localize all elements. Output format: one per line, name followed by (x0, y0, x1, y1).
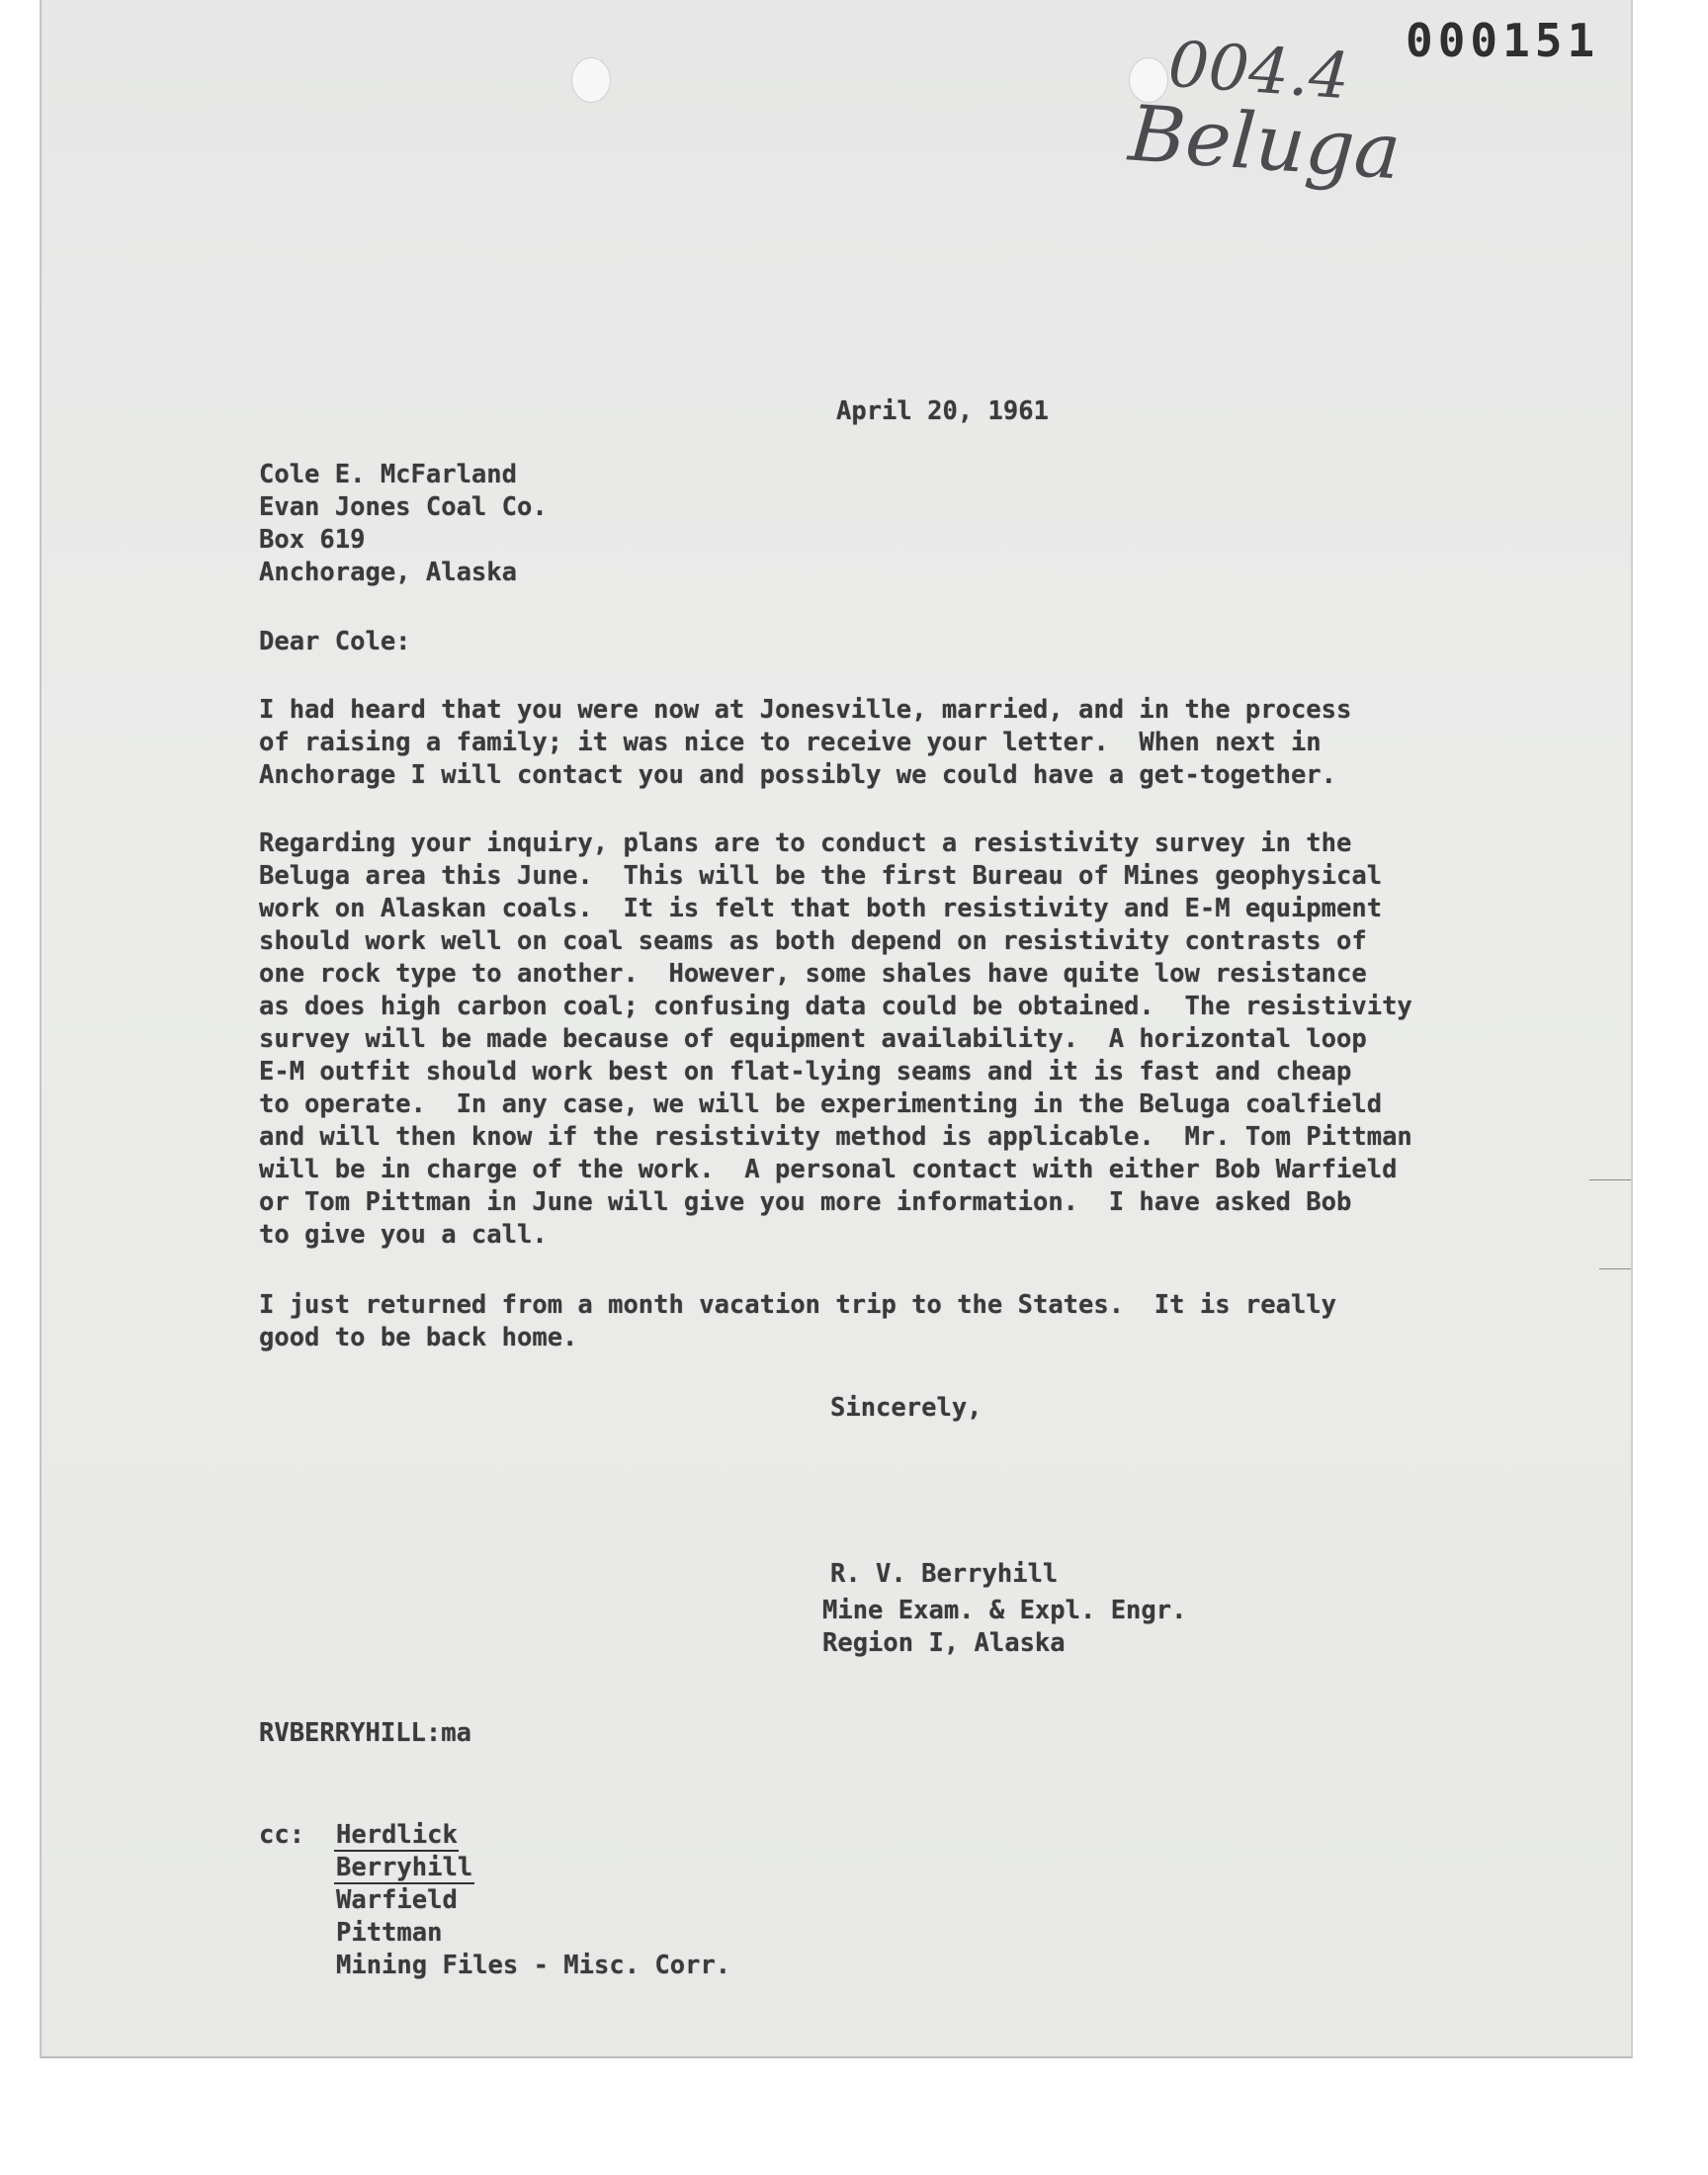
cc-recipient: Berryhill (336, 1853, 473, 1882)
paragraph-1-line: Anchorage I will contact you and possibly we could have a get-together. (259, 760, 1337, 790)
signer-title: Mine Exam. & Expl. Engr. (822, 1596, 1187, 1625)
signer-region: Region I, Alaska (822, 1628, 1066, 1658)
file-number-stamp: 000151 (1406, 14, 1600, 67)
paragraph-2-line: survey will be made because of equipment availability. A horizontal loop (259, 1024, 1367, 1054)
paragraph-3-line: good to be back home. (259, 1323, 578, 1352)
paragraph-2-line: Beluga area this June. This will be the first Bureau of Mines geophysical (259, 861, 1383, 891)
edge-mark (1589, 1179, 1631, 1180)
paragraph-2-line: or Tom Pittman in June will give you more information. I have asked Bob (259, 1187, 1352, 1217)
recipient-company: Evan Jones Coal Co. (259, 492, 548, 522)
edge-mark (1599, 1268, 1631, 1269)
recipient-city: Anchorage, Alaska (259, 558, 517, 587)
paragraph-2-line: to give you a call. (259, 1220, 548, 1250)
letter-page (40, 0, 1633, 2058)
letter-date: April 20, 1961 (836, 396, 1049, 426)
closing: Sincerely, (830, 1393, 982, 1423)
salutation: Dear Cole: (259, 627, 411, 656)
paragraph-2-line: and will then know if the resistivity method is applicable. Mr. Tom Pittman (259, 1122, 1412, 1152)
cc-label: cc: (259, 1820, 305, 1850)
recipient-name: Cole E. McFarland (259, 460, 517, 489)
paragraph-2-line: to operate. In any case, we will be experimenting in the Beluga coalfield (259, 1089, 1383, 1119)
paragraph-2-line: as does high carbon coal; confusing data could be obtained. The resistivity (259, 992, 1412, 1021)
paragraph-2-line: should work well on coal seams as both depend on resistivity contrasts of (259, 926, 1367, 956)
reference-initials: RVBERRYHILL:ma (259, 1718, 471, 1748)
paragraph-1-line: I had heard that you were now at Jonesville, married, and in the process (259, 695, 1352, 725)
paragraph-2-line: one rock type to another. However, some shales have quite low resistance (259, 959, 1367, 989)
recipient-box: Box 619 (259, 525, 366, 555)
signer-name: R. V. Berryhill (830, 1559, 1059, 1589)
cc-recipient: Pittman (336, 1918, 443, 1948)
handwritten-location-note: Beluga (1126, 89, 1404, 198)
cc-recipient: Mining Files - Misc. Corr. (336, 1951, 731, 1980)
paragraph-2-line: work on Alaskan coals. It is felt that both resistivity and E-M equipment (259, 894, 1383, 923)
paragraph-3-line: I just returned from a month vacation trip to the States. It is really (259, 1290, 1337, 1320)
punch-hole-left (571, 57, 611, 103)
paragraph-2-line: E-M outfit should work best on flat-lying seams and it is fast and cheap (259, 1057, 1352, 1087)
cc-recipient: Herdlick (336, 1820, 458, 1850)
paragraph-2-line: Regarding your inquiry, plans are to conduct a resistivity survey in the (259, 828, 1352, 858)
handwritten-file-code: 004.4 (1165, 28, 1352, 115)
paragraph-2-line: will be in charge of the work. A personal contact with either Bob Warfield (259, 1155, 1398, 1184)
cc-recipient: Warfield (336, 1885, 458, 1915)
paragraph-1-line: of raising a family; it was nice to receive your letter. When next in (259, 728, 1322, 757)
